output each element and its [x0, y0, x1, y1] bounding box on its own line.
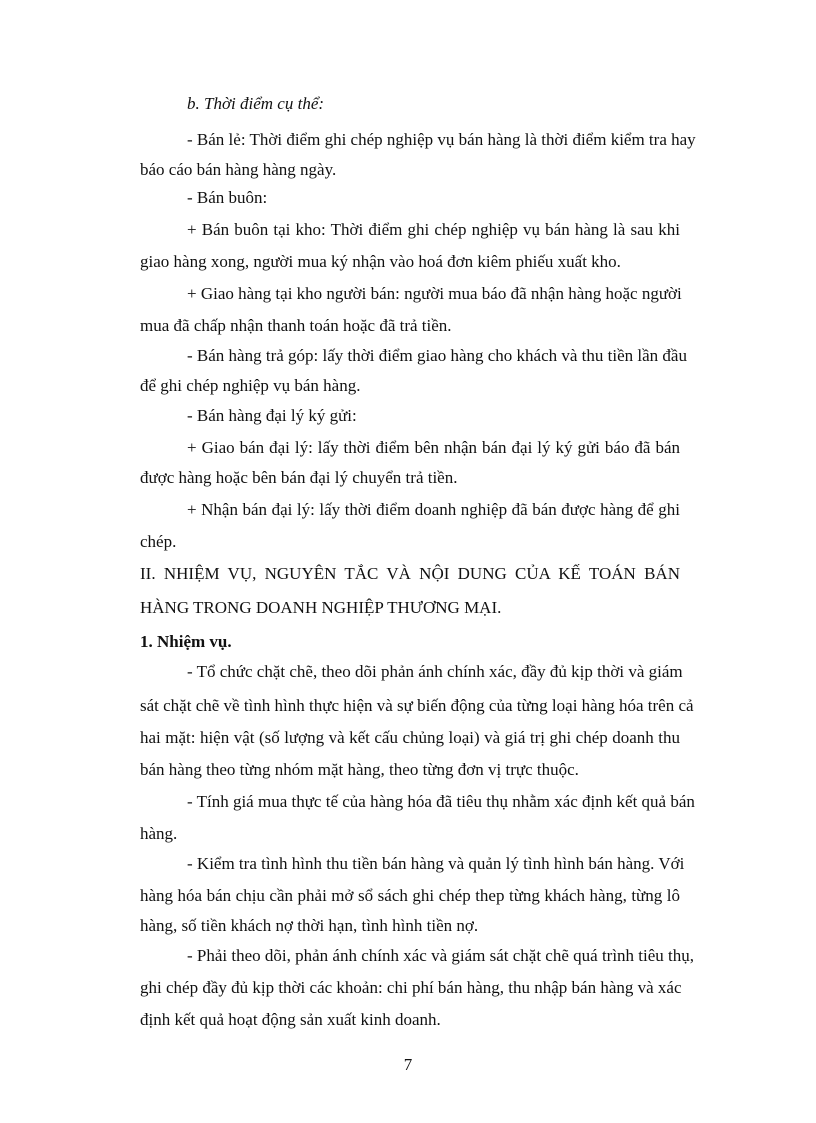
- paragraph-line: hàng hóa bán chịu cần phải mở sổ sách ghi chép thep từng khách hàng, từng lô: [140, 886, 680, 905]
- page-number: 7: [403, 1055, 413, 1074]
- paragraph-line: - Phải theo dõi, phản ánh chính xác và giám sát chặt chẽ quá trình tiêu thụ,: [187, 946, 695, 965]
- paragraph-line: + Bán buôn tại kho: Thời điểm ghi chép nghiệp vụ bán hàng là sau khi: [187, 220, 680, 239]
- paragraph-line: chép.: [140, 532, 177, 551]
- paragraph-line: - Tổ chức chặt chẽ, theo dõi phản ánh chính xác, đầy đủ kịp thời và giám: [187, 662, 683, 681]
- paragraph-line: - Kiểm tra tình hình thu tiền bán hàng và quản lý tình hình bán hàng. Với: [187, 854, 685, 873]
- paragraph-line: hàng.: [140, 824, 178, 843]
- paragraph-line: + Giao bán đại lý: lấy thời điểm bên nhận bán đại lý ký gửi báo đã bán: [187, 438, 680, 457]
- subheading-specific-time: b. Thời điểm cụ thể:: [187, 94, 325, 113]
- paragraph-line: - Tính giá mua thực tế của hàng hóa đã tiêu thụ nhằm xác định kết quả bán: [187, 792, 695, 811]
- paragraph-line: báo cáo bán hàng hàng ngày.: [140, 160, 337, 179]
- paragraph-line: hai mặt: hiện vật (số lượng và kết cấu chủng loại) và giá trị ghi chép doanh thu: [140, 728, 680, 747]
- paragraph-line: - Bán hàng trả góp: lấy thời điểm giao hàng cho khách và thu tiền lần đầu: [187, 346, 687, 365]
- section-heading-line: HÀNG TRONG DOANH NGHIỆP THƯƠNG MẠI.: [140, 598, 502, 617]
- paragraph-line: sát chặt chẽ về tình hình thực hiện và sự biến động của từng loại hàng hóa trên cả: [140, 696, 694, 715]
- section-heading-line: II. NHIỆM VỤ, NGUYÊN TẮC VÀ NỘI DUNG CỦA KẾ TOÁN BÁN: [140, 564, 680, 583]
- subsection-heading: 1. Nhiệm vụ.: [140, 632, 232, 651]
- paragraph-line: được hàng hoặc bên bán đại lý chuyển trả tiền.: [140, 468, 458, 487]
- paragraph-line: + Giao hàng tại kho người bán: người mua báo đã nhận hàng hoặc người: [187, 284, 682, 303]
- paragraph-line: ghi chép đầy đủ kịp thời các khoản: chi phí bán hàng, thu nhập bán hàng và xác: [140, 978, 682, 997]
- paragraph-line: mua đã chấp nhận thanh toán hoặc đã trả tiền.: [140, 316, 452, 335]
- paragraph-line: định kết quả hoạt động sản xuất kinh doanh.: [140, 1010, 441, 1029]
- paragraph-line: + Nhận bán đại lý: lấy thời điểm doanh nghiệp đã bán được hàng để ghi: [187, 500, 680, 519]
- paragraph-line: - Bán lẻ: Thời điểm ghi chép nghiệp vụ bán hàng là thời điểm kiểm tra hay: [187, 130, 696, 149]
- paragraph-line: bán hàng theo từng nhóm mặt hàng, theo từng đơn vị trực thuộc.: [140, 760, 579, 779]
- paragraph-line: để ghi chép nghiệp vụ bán hàng.: [140, 376, 361, 395]
- paragraph-line: - Bán hàng đại lý ký gửi:: [187, 406, 357, 425]
- paragraph-line: hàng, số tiền khách nợ thời hạn, tình hình tiền nợ.: [140, 916, 479, 935]
- paragraph-line: giao hàng xong, người mua ký nhận vào hoá đơn kiêm phiếu xuất kho.: [140, 252, 621, 271]
- paragraph-line: - Bán buôn:: [187, 188, 268, 207]
